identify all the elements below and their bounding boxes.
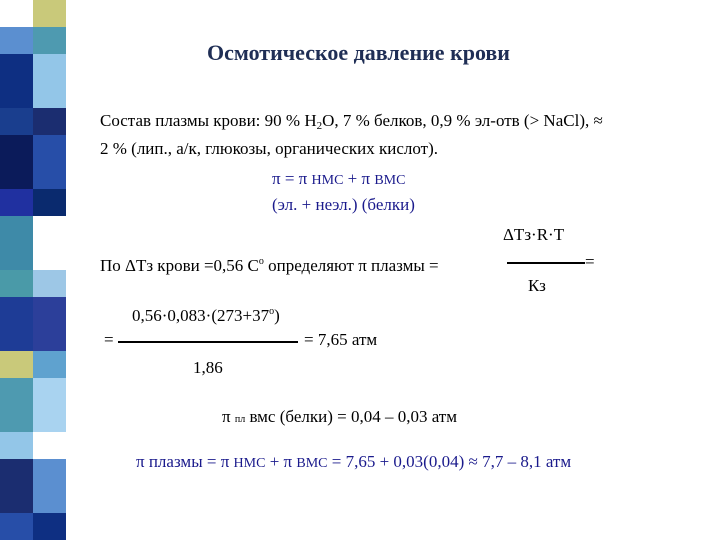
- stripe-cell: [0, 81, 33, 108]
- composition-subscript: 2: [316, 120, 323, 132]
- fraction-equals: =: [585, 252, 595, 271]
- numeric-numerator: [132, 302, 280, 326]
- stripe-cell: [0, 162, 33, 189]
- stripe-cell: [33, 108, 66, 135]
- stripe-cell: [33, 405, 66, 432]
- stripe-cell: [0, 297, 33, 324]
- composition-line-1: [100, 111, 603, 136]
- stripe-cell: [0, 108, 33, 135]
- pi-vms-line: [222, 407, 457, 430]
- stripe-cell: [0, 324, 33, 351]
- numeric-result: = 7,65 атм: [304, 330, 378, 349]
- composition-text-b: O, 7 % белков, 0,9 % эл-отв (> NaCl), ≈: [322, 111, 603, 130]
- stripe-cell: [33, 324, 66, 351]
- stripe-cell: [0, 189, 33, 216]
- stripe-cell: [33, 513, 66, 540]
- pi-formula-plus: + π: [347, 169, 371, 188]
- pi-formula-main: π = π: [272, 169, 308, 188]
- numeric-numerator-main: 0,56·0,083·(273+37: [132, 306, 270, 325]
- composition-line-2: 2 % (лип., а/к, глюкозы, органических кислот).: [100, 139, 438, 158]
- final-formula-sub-nms: НМС: [233, 456, 266, 471]
- stripe-cell: [0, 135, 33, 162]
- osmotic-calc-degree: о: [258, 256, 264, 267]
- fraction-bar: [507, 262, 585, 264]
- stripe-cell: [0, 27, 33, 54]
- stripe-cell: [33, 135, 66, 162]
- stripe-cell: [0, 243, 33, 270]
- pi-formula: [272, 169, 405, 191]
- stripe-cell: [0, 513, 33, 540]
- stripe-cell: [33, 216, 66, 243]
- osmotic-calc-line: [100, 252, 439, 276]
- stripe-cell: [0, 459, 33, 486]
- pi-vms-symbol: π: [222, 407, 231, 426]
- pi-formula-note: (эл. + неэл.) (белки): [272, 195, 415, 214]
- numeric-numerator-degree: о: [269, 306, 275, 317]
- stripe-cell: [33, 378, 66, 405]
- stripe-cell: [33, 162, 66, 189]
- numeric-numerator-close: ): [274, 306, 280, 325]
- stripe-cell: [0, 486, 33, 513]
- composition-text-a: Состав плазмы крови: 90 % H: [100, 111, 317, 130]
- stripe-cell: [33, 27, 66, 54]
- stripe-cell: [33, 270, 66, 297]
- numeric-equals-left: =: [104, 330, 114, 349]
- numeric-denominator: 1,86: [193, 358, 223, 377]
- stripe-cell: [0, 216, 33, 243]
- stripe-cell: [33, 459, 66, 486]
- decorative-stripe: [0, 0, 66, 540]
- stripe-cell: [0, 405, 33, 432]
- final-formula-sub-vms: ВМС: [296, 456, 328, 471]
- osmotic-calc-prefix: По ΔTз крови =0,56 С: [100, 256, 259, 275]
- stripe-cell: [0, 270, 33, 297]
- pi-formula-sub-vms: ВМС: [374, 173, 406, 188]
- stripe-cell: [0, 432, 33, 459]
- stripe-cell: [33, 0, 66, 27]
- numeric-fraction-bar: [118, 341, 298, 343]
- page-title: Осмотическое давление крови: [207, 40, 510, 65]
- osmotic-calc-mid: определяют π плазмы =: [263, 256, 439, 275]
- stripe-cell: [33, 81, 66, 108]
- final-formula-part3: = 7,65 + 0,03(0,04) ≈ 7,7 – 8,1 атм: [327, 452, 572, 471]
- stripe-cell: [33, 189, 66, 216]
- stripe-cell: [33, 297, 66, 324]
- stripe-cell: [0, 378, 33, 405]
- stripe-cell: [33, 54, 66, 81]
- stripe-cell: [33, 243, 66, 270]
- final-formula: [136, 452, 571, 474]
- pi-vms-subscript: пл: [234, 414, 246, 425]
- fraction-numerator: ΔTз·R·T: [503, 225, 565, 244]
- fraction-denominator: Кз: [528, 276, 546, 295]
- stripe-cell: [33, 486, 66, 513]
- stripe-cell: [0, 54, 33, 81]
- final-formula-part2: + π: [265, 452, 293, 471]
- stripe-cell: [0, 351, 33, 378]
- stripe-cell: [33, 432, 66, 459]
- final-formula-part1: π плазмы = π: [136, 452, 230, 471]
- pi-vms-text: вмс (белки) = 0,04 – 0,03 атм: [245, 407, 457, 426]
- stripe-cell: [0, 0, 33, 27]
- stripe-cell: [33, 351, 66, 378]
- pi-formula-sub-nms: НМС: [311, 173, 344, 188]
